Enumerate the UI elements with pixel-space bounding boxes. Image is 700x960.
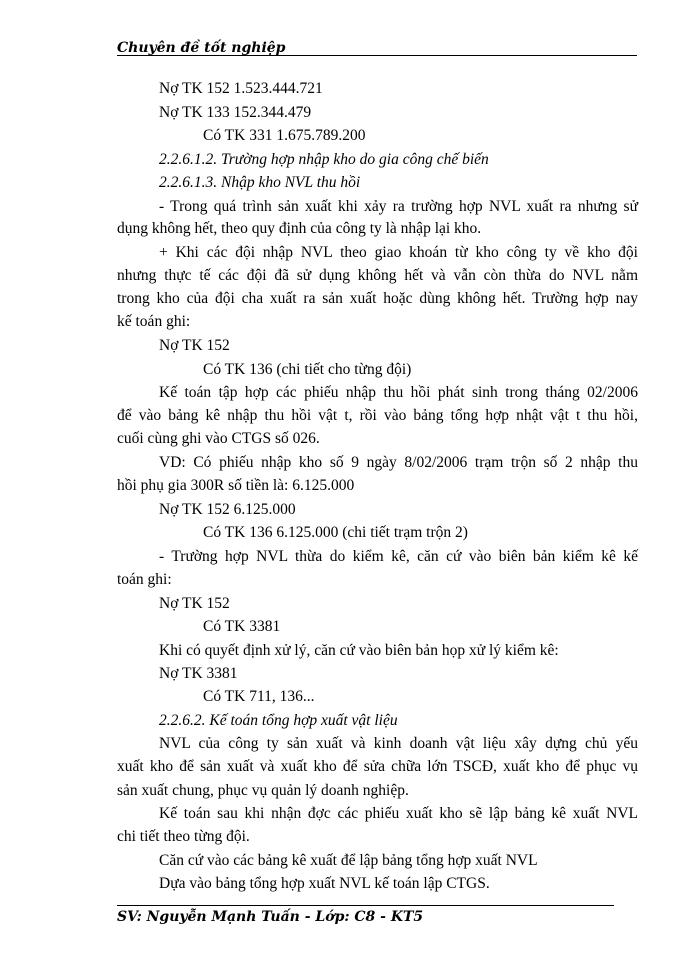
text-line: + Khi các đội nhập NVL theo giao khoán từ kho công ty về kho đội xyxy=(159,244,638,261)
text-line: Kế toán tập hợp các phiếu nhập thu hồi phát sinh trong tháng 02/2006 xyxy=(159,384,638,401)
section-heading: 2.2.6.1.3. Nhập kho NVL thu hồi xyxy=(159,174,361,191)
section-heading: 2.2.6.1.2. Trường hợp nhập kho do gia công chế biến xyxy=(159,151,489,168)
text-line: Có TK 711, 136... xyxy=(203,688,315,705)
text-line: nhưng thực tế các đội đã sử dụng không hết và vẫn còn thừa do NVL nằm xyxy=(117,267,638,284)
text-line: để vào bảng kê nhập thu hồi vật t, rồi vào bảng tổng hợp nhật vật t thu hồi, xyxy=(117,407,638,424)
section-heading: 2.2.6.2. Kế toán tổng hợp xuất vật liệu xyxy=(159,712,398,729)
text-line: Có TK 136 (chi tiết cho từng đội) xyxy=(203,361,412,378)
text-line: chi tiết theo từng đội. xyxy=(117,828,250,845)
text-line: xuất kho để sản xuất và xuất kho để sửa chữa lớn TSCĐ, xuất kho để phục vụ xyxy=(117,758,638,775)
text-line: Nợ TK 133 152.344.479 xyxy=(159,104,312,121)
text-line: VD: Có phiếu nhập kho số 9 ngày 8/02/2006 trạm trộn số 2 nhập thu xyxy=(159,454,638,471)
text-line: Nợ TK 152 6.125.000 xyxy=(159,501,296,518)
text-line: Có TK 331 1.675.789.200 xyxy=(203,127,366,144)
text-line: Dựa vào bảng tổng hợp xuất NVL kế toán lập CTGS. xyxy=(159,875,490,892)
header-rule xyxy=(117,55,637,56)
page-footer: SV: Nguyễn Mạnh Tuấn - Lớp: C8 - KT5 xyxy=(117,909,424,925)
page-header: Chuyên đề tốt nghiệp xyxy=(117,40,286,56)
text-line: trong kho của đội cha xuất ra sản xuất hoặc dùng không hết. Trường hợp nay xyxy=(117,290,638,307)
text-line: toán ghi: xyxy=(117,571,172,588)
text-line: Nợ TK 3381 xyxy=(159,665,238,682)
text-line: Nợ TK 152 xyxy=(159,595,230,612)
text-line: dụng không hết, theo quy định của công ty là nhập lại kho. xyxy=(117,220,482,237)
text-line: Có TK 136 6.125.000 (chi tiết trạm trộn 2) xyxy=(203,524,468,541)
text-line: cuối cùng ghi vào CTGS số 026. xyxy=(117,430,320,447)
text-line: - Trường hợp NVL thừa do kiểm kê, căn cứ vào biên bản kiểm kê kế xyxy=(159,548,638,565)
text-line: Nợ TK 152 xyxy=(159,337,230,354)
text-line: - Trong quá trình sản xuất khi xảy ra trường hợp NVL xuất ra nhưng sử xyxy=(159,198,638,215)
text-line: Khi có quyết định xử lý, căn cứ vào biên bản họp xử lý kiểm kê: xyxy=(159,642,559,659)
text-line: NVL của công ty sản xuất và kinh doanh vật liệu xây dựng chủ yếu xyxy=(159,735,638,752)
footer-rule xyxy=(117,905,614,906)
text-line: hồi phụ gia 300R số tiền là: 6.125.000 xyxy=(117,477,355,494)
text-line: Nợ TK 152 1.523.444.721 xyxy=(159,80,323,97)
text-line: Căn cứ vào các bảng kê xuất để lập bảng tổng hợp xuất NVL xyxy=(159,852,538,869)
text-line: Có TK 3381 xyxy=(203,618,281,635)
text-line: Kế toán sau khi nhận đợc các phiếu xuất kho sẽ lập bảng kê xuất NVL xyxy=(159,805,638,822)
text-line: kế toán ghi: xyxy=(117,313,191,330)
text-line: sản xuất chung, phục vụ quản lý doanh nghiệp. xyxy=(117,782,409,799)
